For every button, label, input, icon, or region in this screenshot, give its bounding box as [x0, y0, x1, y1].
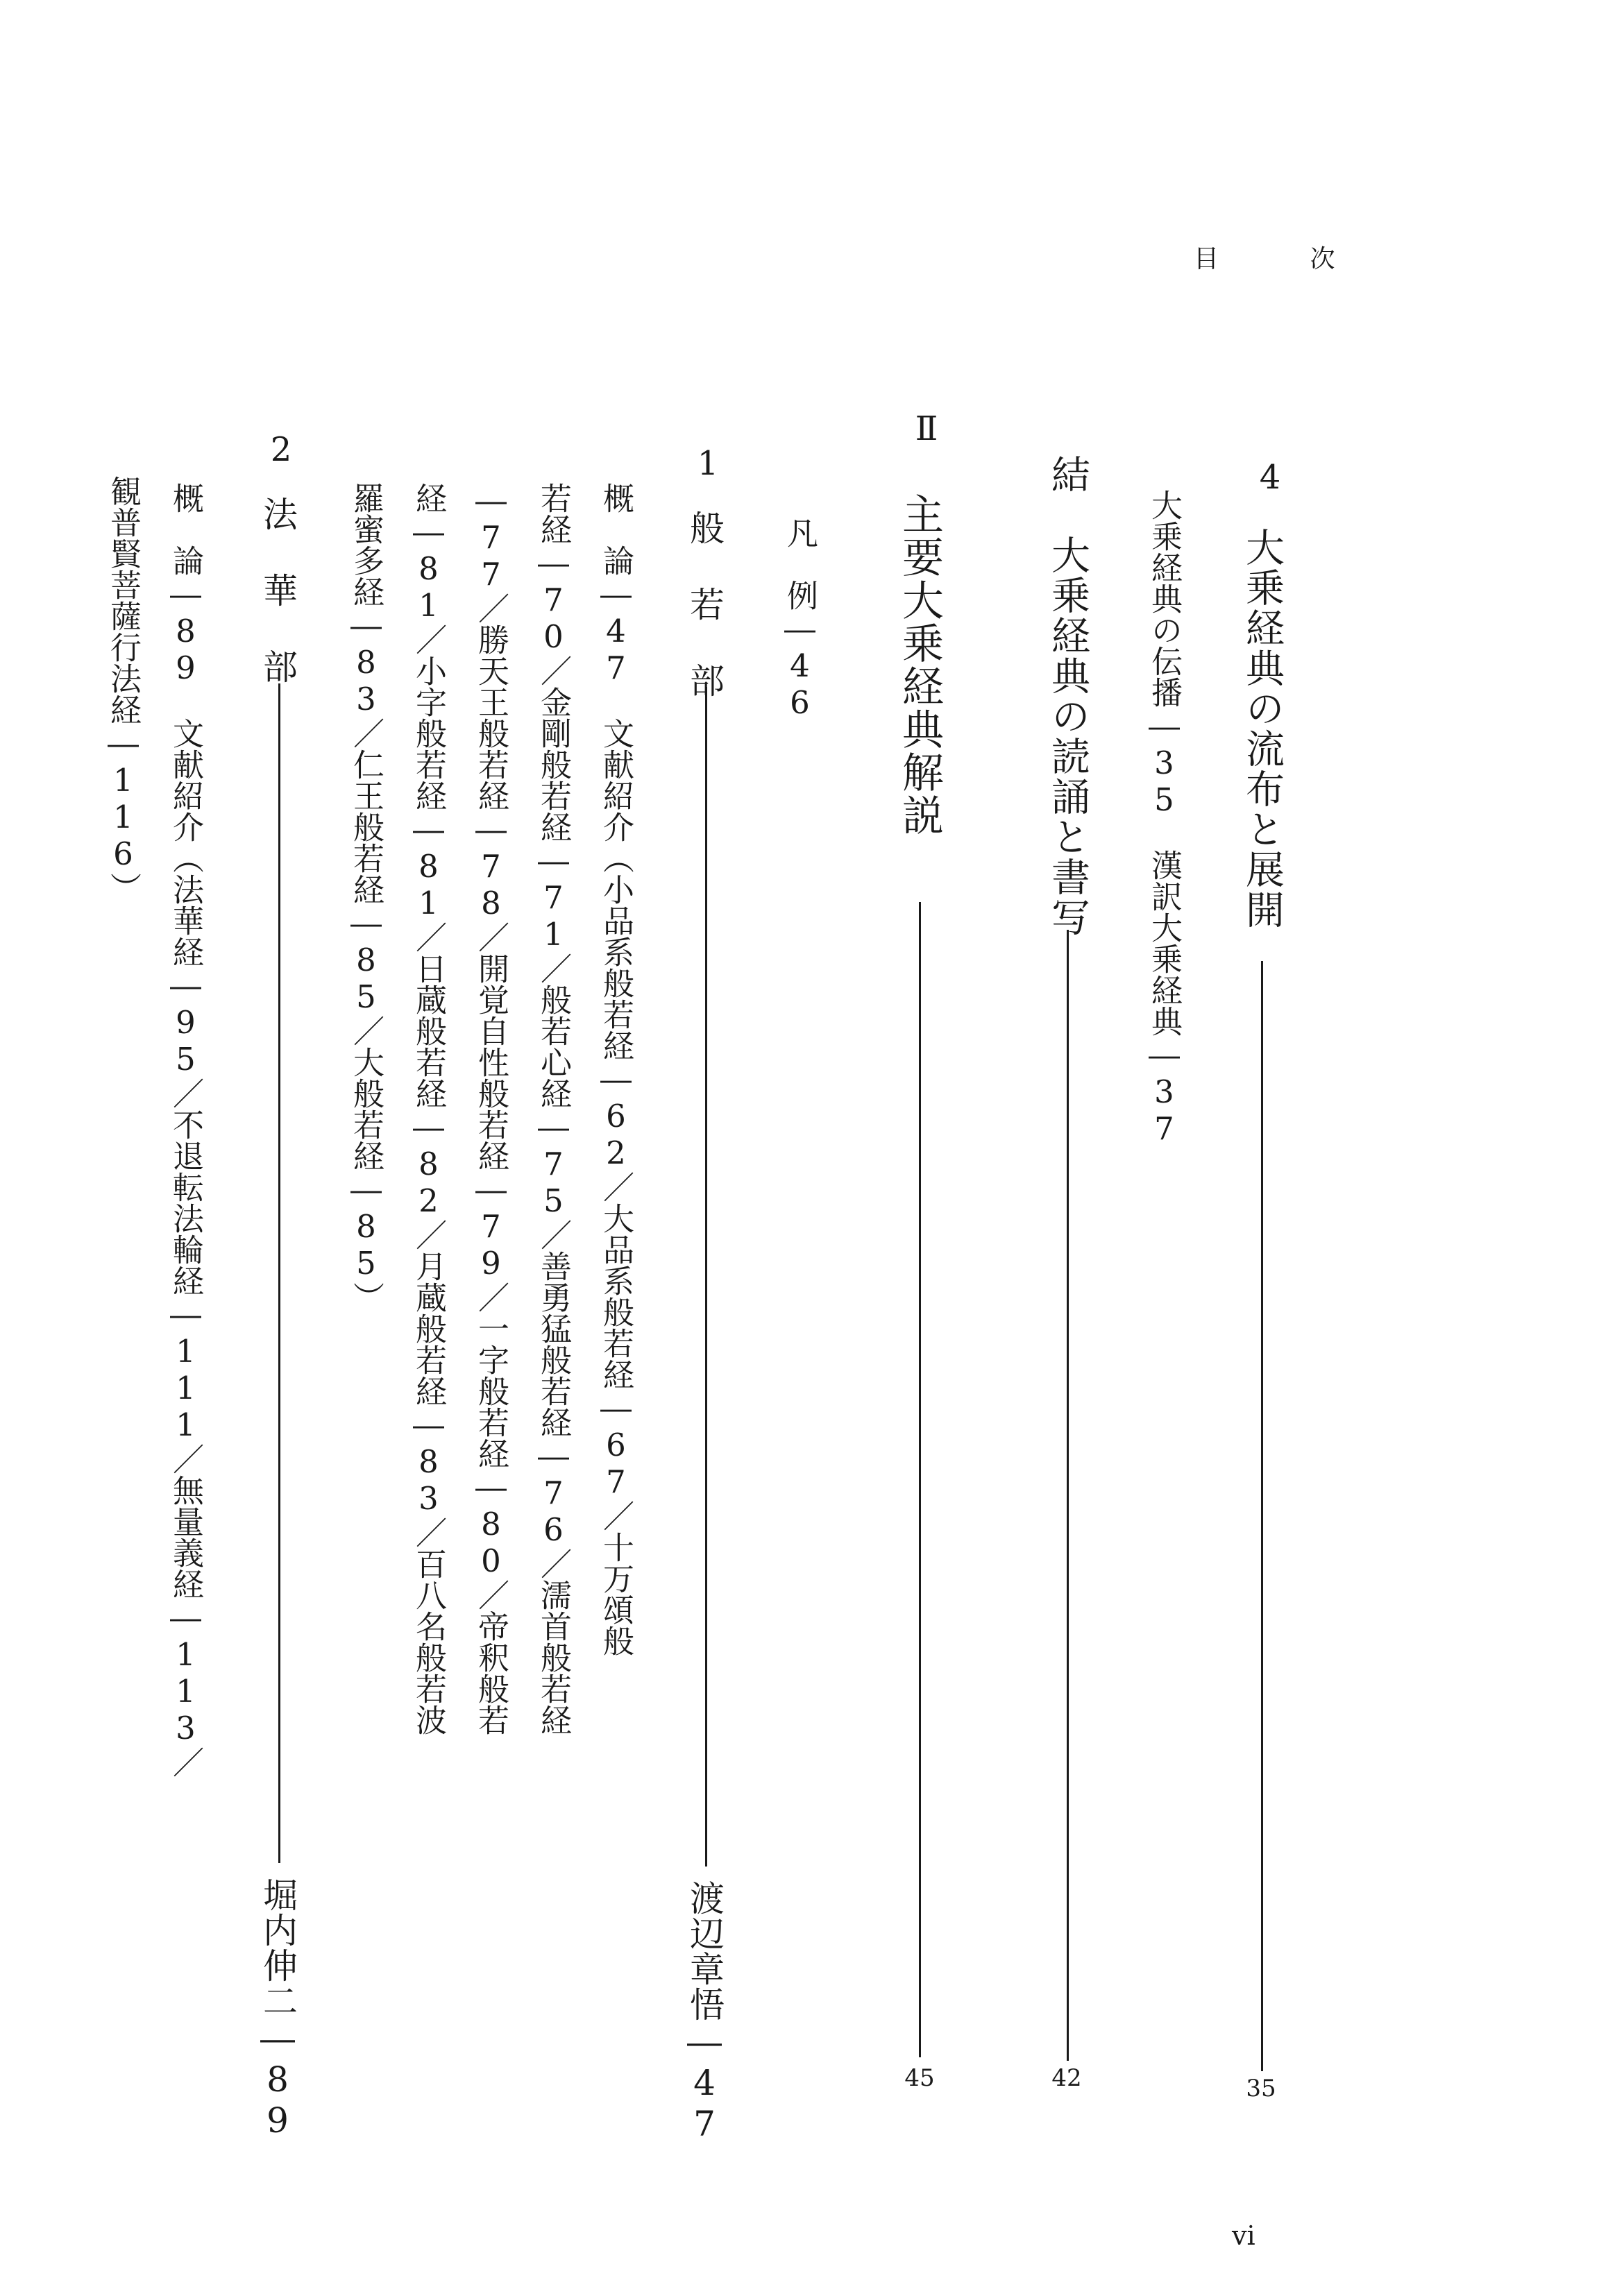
- section-4-leader: [1261, 961, 1263, 2071]
- part-2-page: 45: [904, 2064, 935, 2092]
- page-folio: vi: [1232, 2220, 1255, 2251]
- prajna-line-5: 羅蜜多経―83／仁王般若経―85／大般若経―85）: [348, 482, 384, 1313]
- prajna-leader: [705, 687, 707, 1866]
- section-4-page: 35: [1246, 2075, 1276, 2102]
- section-4-title: 大乗経典の流布と展開: [1240, 527, 1285, 930]
- part-2-leader: [919, 902, 921, 2057]
- part-2-subentries: 凡 例―46: [781, 517, 818, 721]
- prajna-line-3: ―77／勝天王般若経―78／開覚自性般若経―79／一字般若経―80／帝釈般若: [473, 482, 509, 1735]
- part-2-title: 主要大乗経典解説: [895, 493, 944, 837]
- conclusion-page: 42: [1051, 2064, 1082, 2092]
- section-4-subentries: 大乗経典の伝播―35 漢訳大乗経典―37: [1146, 489, 1183, 1147]
- conclusion-leader: [1067, 930, 1069, 2061]
- part-2-number: Ⅱ: [915, 409, 938, 448]
- prajna-line-1: 概 論―47 文献紹介（小品系般若経―62／大品系般若経―67／十万頌般: [598, 482, 634, 1656]
- conclusion-title: 結 大乗経典の読誦と書写: [1045, 454, 1090, 937]
- lotus-line-2: 観普賢菩薩行法経―116）: [105, 475, 142, 903]
- prajna-number: 1: [697, 444, 719, 483]
- lotus-line-1: 概 論―89 文献紹介（法華経―95／不退転法輪経―111／無量義経―113／: [167, 482, 204, 1778]
- section-4-number: 4: [1259, 458, 1281, 497]
- prajna-author: 渡辺章悟―47: [684, 1880, 725, 2145]
- lotus-author: 堀内伸二―89: [257, 1877, 298, 2141]
- prajna-line-2: 若経―70／金剛般若経―71／般若心経―75／善勇猛般若経―76／濡首般若経: [535, 482, 572, 1735]
- lotus-leader: [278, 683, 280, 1863]
- lotus-title: 法 華 部: [257, 496, 298, 684]
- prajna-title: 般 若 部: [684, 510, 725, 698]
- lotus-number: 2: [270, 430, 292, 469]
- prajna-line-4: 経―81／小字般若経―81／日蔵般若経―82／月蔵般若経―83／百八名般若波: [410, 482, 447, 1735]
- running-header: 目 次: [1194, 245, 1377, 273]
